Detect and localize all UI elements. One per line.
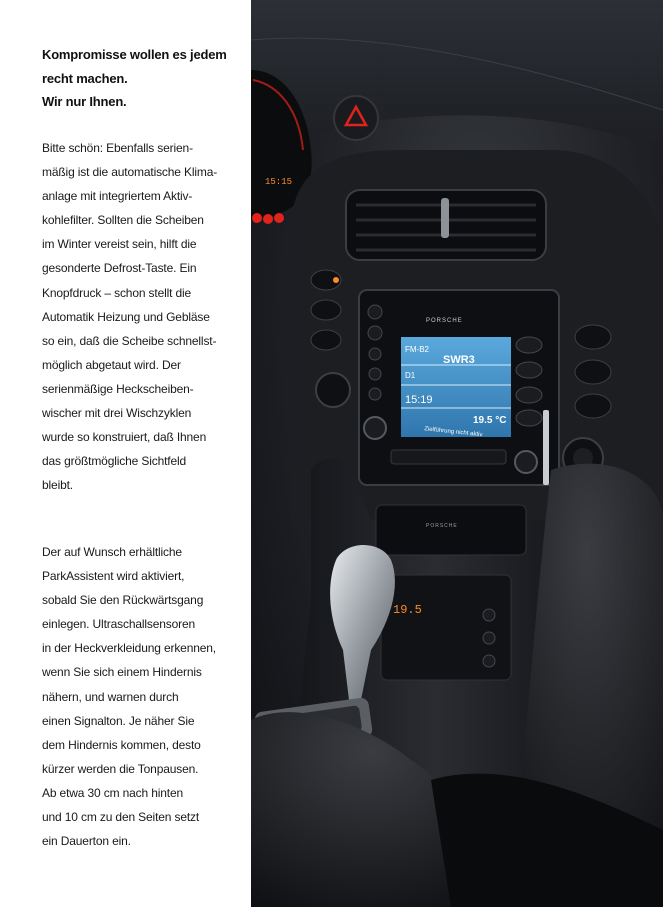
text-line: Bitte schön: Ebenfalls serien- <box>42 141 193 155</box>
text-line: Der auf Wunsch erhältliche <box>42 545 182 559</box>
interior-photo <box>251 0 663 907</box>
text-line: serienmäßige Heckscheiben- <box>42 381 194 396</box>
text-line: möglich abgetaut wird. Der <box>42 357 181 372</box>
paragraph-climate <box>42 136 247 497</box>
dashboard-illustration <box>251 0 663 907</box>
text-line: ein Dauerton ein. <box>42 834 131 849</box>
text-line: und 10 cm zu den Seiten setzt <box>42 810 200 825</box>
headline-line: Kompromisse wollen es jedem <box>42 47 227 62</box>
text-line: wenn Sie sich einem Hindernis <box>42 665 202 680</box>
text-line: das größtmögliche Sichtfeld <box>42 454 187 469</box>
text-line: bleibt. <box>42 478 73 493</box>
text-line: wischer mit drei Wischzyklen <box>42 406 192 421</box>
screen-preset: D1 <box>405 371 416 380</box>
text-line: kürzer werden die Tonpausen. <box>42 761 199 776</box>
screen-temp: 19.5 °C <box>473 415 507 426</box>
headline-line: recht machen. <box>42 70 128 86</box>
screen-station: SWR3 <box>443 354 475 366</box>
screen-message: Zielführung nicht aktiv <box>423 426 483 439</box>
brand-label: PORSCHE <box>426 318 463 324</box>
paragraph-parkassistent <box>42 540 247 853</box>
climate-temp: 19.5 <box>393 603 422 617</box>
text-line: nähern, und warnen durch <box>42 689 179 704</box>
gauge-clock: 15:15 <box>265 177 293 187</box>
climate-control <box>381 575 511 680</box>
text-line: in der Heckverkleidung erkennen, <box>42 641 216 656</box>
text-line: sobald Sie den Rückwärtsgang <box>42 593 204 608</box>
navigation-unit <box>359 290 559 485</box>
air-vent <box>346 190 546 260</box>
text-line: gesonderte Defrost-Taste. Ein <box>42 261 197 276</box>
text-line: Automatik Heizung und Gebläse <box>42 309 210 324</box>
text-line: dem Hindernis kommen, desto <box>42 737 201 752</box>
screen-band: FM-B2 <box>405 345 429 354</box>
text-line: Knopfdruck – schon stellt die <box>42 285 192 300</box>
text-line: anlage mit integriertem Aktiv- <box>42 189 193 204</box>
text-line: einen Signalton. Je näher Sie <box>42 713 195 728</box>
text-line: im Winter vereist sein, hilft die <box>42 237 197 252</box>
text-line: so ein, daß die Scheibe schnellst- <box>42 333 217 348</box>
brand-label-lower: PORSCHE <box>426 523 458 529</box>
text-line: ParkAssistent wird aktiviert, <box>42 569 185 584</box>
headline <box>42 43 247 114</box>
text-line: einlegen. Ultraschallsensoren <box>42 617 196 632</box>
nav-screen <box>401 337 511 438</box>
text-column <box>0 0 251 907</box>
text-line: mäßig ist die automatische Klima- <box>42 165 218 180</box>
hazard-icon <box>334 96 378 140</box>
screen-time: 15:19 <box>405 394 433 406</box>
text-line: Ab etwa 30 cm nach hinten <box>42 785 184 800</box>
text-line: kohlefilter. Sollten die Scheiben <box>42 213 204 228</box>
headline-line: Wir nur Ihnen. <box>42 94 127 109</box>
text-line: wurde so konstruiert, daß Ihnen <box>42 430 207 445</box>
